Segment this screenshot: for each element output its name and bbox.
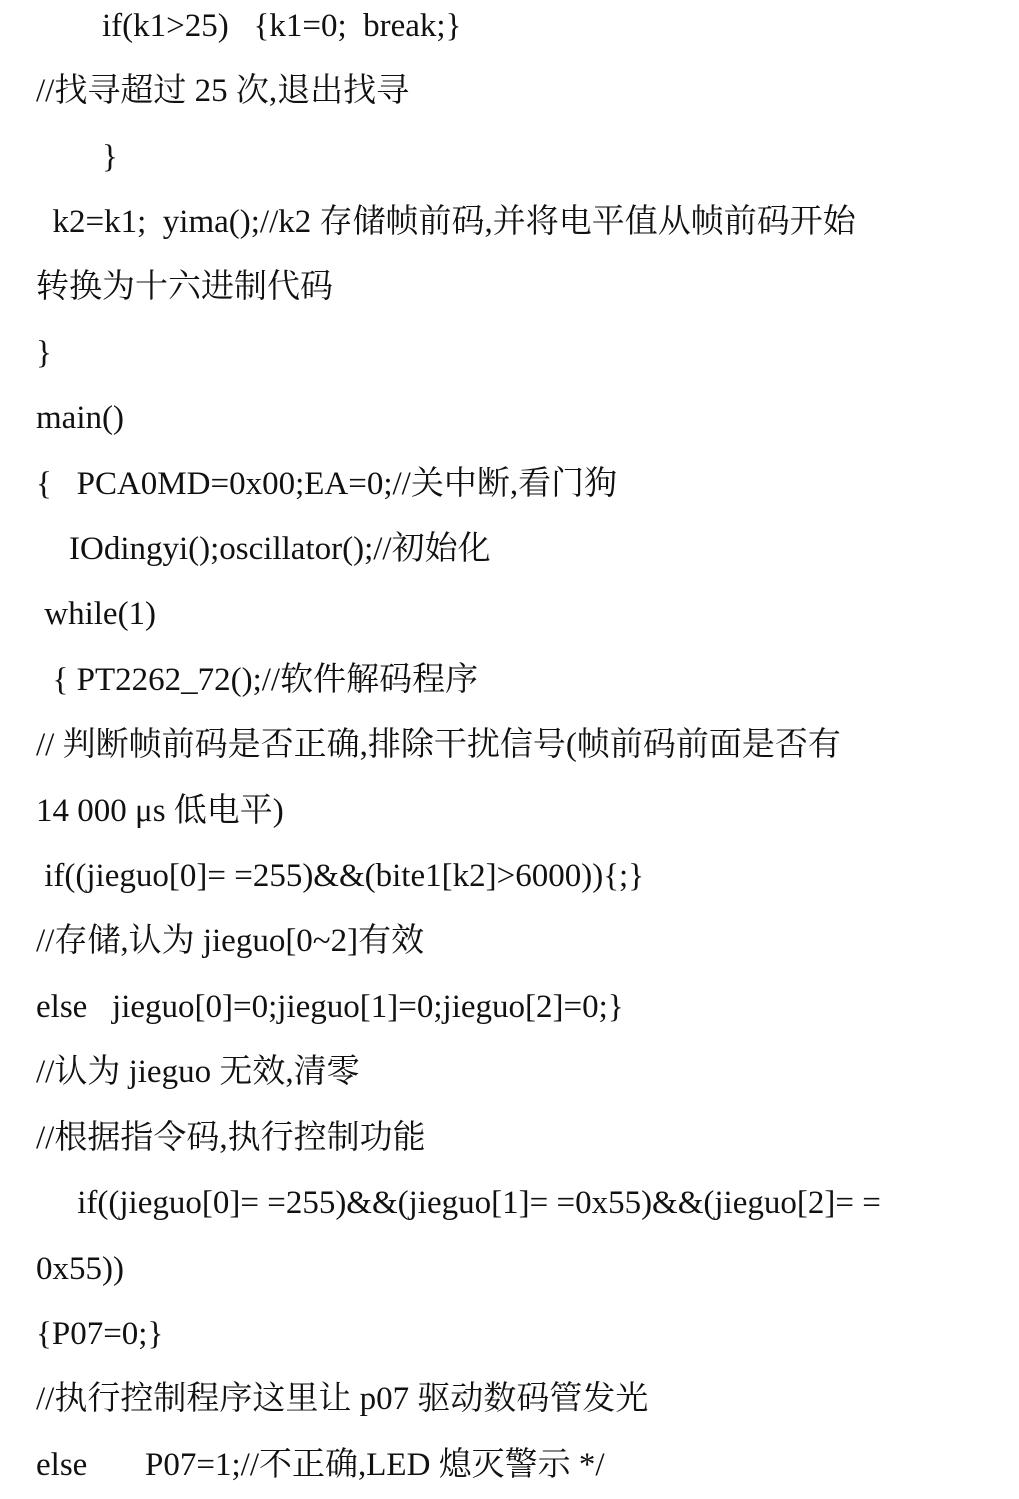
comment-line: //存储,认为 jieguo[0~2]有效 [36, 923, 425, 959]
code-line: } [36, 139, 118, 175]
comment-line: //找寻超过 25 次,退出找寻 [36, 73, 410, 109]
comment-line: //认为 jieguo 无效,清零 [36, 1054, 360, 1090]
comment-line: // 判断帧前码是否正确,排除干扰信号(帧前码前面是否有 [36, 727, 841, 763]
comment-line: //执行控制程序这里让 p07 驱动数码管发光 [36, 1381, 649, 1417]
code-line: 0x55)) [36, 1251, 124, 1287]
code-line: {P07=0;} [36, 1316, 164, 1352]
code-line: while(1) [36, 596, 157, 632]
code-line: else jieguo[0]=0;jieguo[1]=0;jieguo[2]=0;} [36, 989, 624, 1025]
comment-line: 转换为十六进制代码 [36, 269, 333, 305]
code-line: { PCA0MD=0x00;EA=0;//关中断,看门狗 [36, 466, 618, 502]
code-line: } [36, 335, 52, 371]
code-line: { PT2262_72();//软件解码程序 [36, 662, 479, 698]
code-line: IOdingyi();oscillator();//初始化 [36, 531, 491, 567]
comment-line: //根据指令码,执行控制功能 [36, 1120, 426, 1156]
comment-line: 14 000 μs 低电平) [36, 793, 284, 829]
code-line: if((jieguo[0]= =255)&&(bite1[k2]>6000)){;} [36, 858, 645, 894]
code-line: else P07=1;//不正确,LED 熄灭警示 */ [36, 1447, 605, 1483]
code-line: if((jieguo[0]= =255)&&(jieguo[1]= =0x55)&&(jieguo[2]= = [36, 1185, 881, 1221]
code-line: k2=k1; yima();//k2 存储帧前码,并将电平值从帧前码开始 [36, 204, 856, 240]
code-line: if(k1>25) {k1=0; break;} [36, 8, 462, 44]
code-line: main() [36, 400, 124, 436]
